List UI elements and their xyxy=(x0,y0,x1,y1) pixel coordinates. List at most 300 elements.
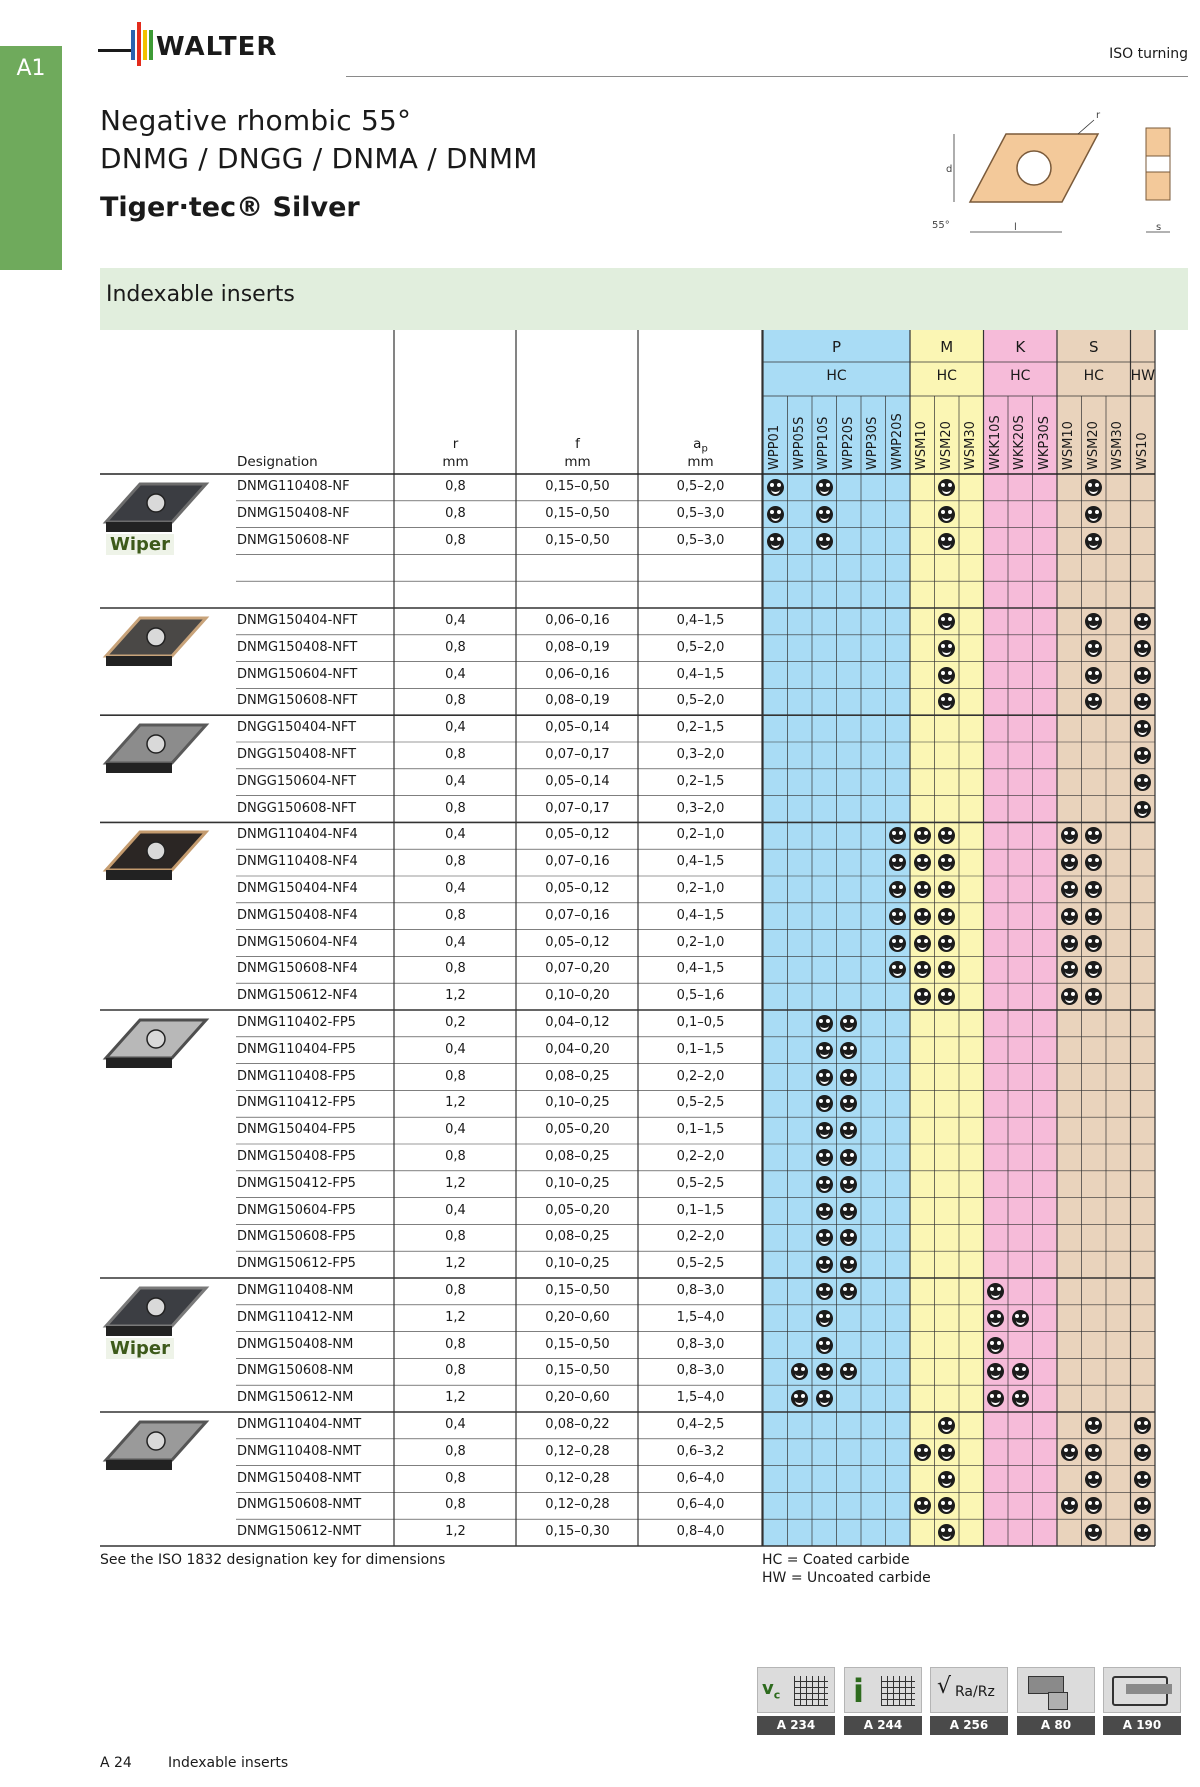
depth-cell: 0,1–0,5 xyxy=(676,1015,725,1030)
header-r: r xyxy=(452,436,459,452)
designation-cell: DNMG150612-NMT xyxy=(237,1524,362,1540)
depth-cell: 1,5–4,0 xyxy=(676,1309,725,1325)
recommendation-symbol xyxy=(1134,1417,1151,1434)
radius-cell: 0,8 xyxy=(445,1497,466,1513)
designation-cell: DNMG150412-FP5 xyxy=(237,1175,356,1191)
grade-name-text: WKK10S xyxy=(987,415,1003,470)
designation-cell: DNMG110412-FP5 xyxy=(237,1095,356,1111)
designation-cell: DNMG150612-NF4 xyxy=(237,988,358,1004)
insert-image xyxy=(100,826,212,896)
recommendation-symbol xyxy=(938,935,955,952)
page-title: Negative rhombic 55° xyxy=(100,104,412,137)
designation-cell: DNMG110404-NMT xyxy=(237,1417,362,1432)
depth-cell: 0,5–3,0 xyxy=(676,532,725,548)
recommendation-symbol xyxy=(840,1283,857,1300)
recommendation-symbol xyxy=(816,506,833,523)
recommendation-symbol xyxy=(840,1176,857,1193)
radius-cell: 0,4 xyxy=(445,1122,466,1138)
header-ap-symbol: a xyxy=(693,436,702,452)
feed-cell: 0,05–0,20 xyxy=(545,1122,610,1138)
depth-cell: 0,1–1,5 xyxy=(676,1041,725,1057)
grade-name xyxy=(1008,366,1032,470)
radius-cell: 0,4 xyxy=(445,666,466,682)
recommendation-symbol xyxy=(938,1471,955,1488)
sketch-label-r: r xyxy=(1096,110,1101,121)
recommendation-symbol xyxy=(938,667,955,684)
depth-cell: 0,2–1,0 xyxy=(676,881,725,896)
recommendation-symbol xyxy=(1061,881,1078,898)
feed-cell: 0,15–0,50 xyxy=(545,505,610,521)
walter-logo-text: WALTER xyxy=(156,32,278,62)
recommendation-symbol xyxy=(914,935,931,952)
grade-class-label: HC xyxy=(826,368,847,384)
depth-cell: 0,5–2,0 xyxy=(676,639,725,655)
recommendation-symbol xyxy=(938,1417,955,1434)
feed-cell: 0,15–0,50 xyxy=(545,479,610,494)
recommendation-symbol xyxy=(1085,881,1102,898)
grade-group-label: P xyxy=(831,338,842,356)
recommendation-symbol xyxy=(816,479,833,496)
radius-cell: 0,8 xyxy=(445,1149,466,1164)
radius-cell: 0,8 xyxy=(445,961,466,977)
recommendation-symbol xyxy=(1134,613,1151,630)
recommendation-symbol xyxy=(889,908,906,925)
designation-cell: DNMG110408-NM xyxy=(237,1283,354,1298)
recommendation-symbol xyxy=(767,533,784,550)
header-designation: Designation xyxy=(237,454,318,470)
feed-cell: 0,07–0,17 xyxy=(545,800,610,816)
depth-cell: 0,4–1,5 xyxy=(676,613,725,628)
grade-name-text: WS10 xyxy=(1134,432,1150,470)
designation-cell: DNMG150408-NFT xyxy=(237,639,358,655)
radius-cell: 0,8 xyxy=(445,479,466,494)
recommendation-symbol xyxy=(938,479,955,496)
recommendation-symbol xyxy=(938,881,955,898)
recommendation-symbol xyxy=(1061,1444,1078,1461)
grade-name-text: WKP30S xyxy=(1036,415,1052,470)
recommendation-symbol xyxy=(938,613,955,630)
grade-name xyxy=(910,366,934,470)
recommendation-symbol xyxy=(889,935,906,952)
grade-group-bg xyxy=(1131,330,1156,1546)
grade-name-text: WPP05S xyxy=(791,416,807,470)
insert-image xyxy=(100,719,212,789)
recommendation-symbol xyxy=(840,1203,857,1220)
reference-link[interactable] xyxy=(1017,1667,1095,1735)
header-r-unit: mm xyxy=(442,454,469,470)
feed-cell: 0,07–0,17 xyxy=(545,747,610,762)
depth-cell: 0,5–2,5 xyxy=(676,1175,725,1191)
product-line-title: Tiger·tec® Silver xyxy=(100,192,360,223)
feed-cell: 0,15–0,30 xyxy=(545,1524,610,1540)
recommendation-symbol xyxy=(1085,908,1102,925)
recommendation-symbol xyxy=(1061,854,1078,871)
feed-cell: 0,15–0,50 xyxy=(545,1283,610,1298)
depth-cell: 0,2–2,0 xyxy=(676,1149,725,1164)
grade-name xyxy=(935,366,959,470)
feed-cell: 0,05–0,20 xyxy=(545,1202,610,1218)
wiper-label: Wiper xyxy=(106,534,174,555)
feed-cell: 0,12–0,28 xyxy=(545,1470,610,1486)
grade-name-text: WPP10S xyxy=(816,416,831,470)
sketch-label-s: s xyxy=(1156,222,1162,233)
recommendation-symbol xyxy=(987,1337,1004,1354)
grade-name xyxy=(763,366,787,470)
radius-cell: 1,2 xyxy=(445,1175,466,1191)
grade-name xyxy=(1033,366,1057,470)
sketch-label-l: l xyxy=(1014,222,1017,233)
designation-cell: DNMG150604-NF4 xyxy=(237,934,358,950)
depth-cell: 0,8–3,0 xyxy=(676,1283,725,1298)
header-f: f xyxy=(575,436,580,452)
recommendation-symbol xyxy=(914,961,931,978)
feed-cell: 0,07–0,16 xyxy=(545,907,610,923)
designation-cell: DNMG150608-NF4 xyxy=(237,961,358,977)
recommendation-symbol xyxy=(938,908,955,925)
insert-image xyxy=(100,612,212,682)
recommendation-symbol xyxy=(938,640,955,657)
grade-name xyxy=(1082,366,1106,470)
feed-cell: 0,05–0,14 xyxy=(545,720,610,736)
depth-cell: 0,4–2,5 xyxy=(676,1417,725,1432)
feed-cell: 0,08–0,19 xyxy=(545,639,610,655)
legend-hc: HC = Coated carbide xyxy=(762,1552,910,1568)
feed-cell: 0,05–0,12 xyxy=(545,934,610,950)
feed-cell: 0,04–0,20 xyxy=(545,1041,610,1057)
radius-cell: 0,4 xyxy=(445,720,466,736)
feed-cell: 0,15–0,50 xyxy=(545,1336,610,1352)
recommendation-symbol xyxy=(914,881,931,898)
recommendation-symbol xyxy=(1061,961,1078,978)
depth-cell: 1,5–4,0 xyxy=(676,1390,725,1406)
reference-link[interactable] xyxy=(930,1667,1008,1735)
feed-cell: 0,20–0,60 xyxy=(545,1390,610,1406)
grade-name xyxy=(837,366,861,470)
recommendation-symbol xyxy=(987,1310,1004,1327)
depth-cell: 0,3–2,0 xyxy=(676,800,725,816)
radius-cell: 0,4 xyxy=(445,613,466,628)
recommendation-symbol xyxy=(914,1497,931,1514)
radius-cell: 0,4 xyxy=(445,881,466,896)
designation-cell: DNMG150408-NM xyxy=(237,1336,354,1352)
insert-image xyxy=(100,1014,212,1084)
chapter-tab-label: A1 xyxy=(16,56,46,81)
recommendation-symbol xyxy=(1134,667,1151,684)
designation-cell: DNGG150404-NFT xyxy=(237,720,357,736)
feed-cell: 0,05–0,12 xyxy=(545,827,610,843)
feed-cell: 0,08–0,25 xyxy=(545,1149,610,1164)
recommendation-symbol xyxy=(1061,1497,1078,1514)
grade-name-text: WSM10 xyxy=(914,421,929,470)
recommendation-symbol xyxy=(840,1149,857,1166)
surface-roughness-icon: Ra/Rz √ xyxy=(930,1667,1008,1713)
feed-cell: 0,08–0,22 xyxy=(545,1417,610,1432)
radius-cell: 0,8 xyxy=(445,747,466,762)
depth-cell: 0,4–1,5 xyxy=(676,854,725,870)
radius-cell: 0,8 xyxy=(445,800,466,816)
recommendation-symbol xyxy=(987,1283,1004,1300)
recommendation-symbol xyxy=(1085,935,1102,952)
recommendation-symbol xyxy=(840,1015,857,1032)
recommendation-symbol xyxy=(938,506,955,523)
recommendation-symbol xyxy=(1085,533,1102,550)
depth-cell: 0,4–1,5 xyxy=(676,961,725,977)
depth-cell: 0,8–3,0 xyxy=(676,1363,725,1379)
radius-cell: 0,8 xyxy=(445,639,466,655)
designation-cell: DNMG150408-NF4 xyxy=(237,907,358,923)
radius-cell: 0,4 xyxy=(445,827,466,843)
feed-cell: 0,08–0,19 xyxy=(545,693,610,709)
grade-name-text: WPP20S xyxy=(840,416,856,470)
footer-section: Indexable inserts xyxy=(168,1755,289,1771)
designation-cell: DNMG150608-NFT xyxy=(237,693,358,709)
recommendation-symbol xyxy=(816,1042,833,1059)
feed-cell: 0,10–0,25 xyxy=(545,1175,610,1191)
radius-cell: 0,8 xyxy=(445,1443,466,1459)
radius-cell: 0,8 xyxy=(445,1363,466,1379)
designation-cell: DNMG150404-NF4 xyxy=(237,881,358,896)
designation-cell: DNMG150608-NM xyxy=(237,1363,354,1379)
designation-cell: DNMG110404-NF4 xyxy=(237,827,358,843)
boring-bar-icon xyxy=(1103,1667,1181,1713)
ra-rz-text: Ra/Rz xyxy=(955,1684,995,1700)
grade-name xyxy=(959,366,983,470)
section-title: Indexable inserts xyxy=(106,282,295,307)
header-ap-unit: mm xyxy=(687,454,714,470)
depth-cell: 0,5–2,0 xyxy=(676,693,725,709)
recommendation-symbol xyxy=(914,1444,931,1461)
header-f-unit: mm xyxy=(564,454,591,470)
recommendation-symbol xyxy=(767,506,784,523)
recommendation-symbol xyxy=(816,1256,833,1273)
grade-name xyxy=(886,366,910,470)
designation-cell: DNMG150408-FP5 xyxy=(237,1149,356,1164)
designation-cell: DNMG110404-FP5 xyxy=(237,1041,356,1057)
reference-page-label: A 244 xyxy=(844,1716,922,1735)
depth-cell: 0,8–3,0 xyxy=(676,1336,725,1352)
radius-cell: 0,8 xyxy=(445,1470,466,1486)
recommendation-symbol xyxy=(1134,801,1151,818)
designation-cell: DNMG110412-NM xyxy=(237,1309,354,1325)
depth-cell: 0,2–2,0 xyxy=(676,1068,725,1084)
depth-cell: 0,5–3,0 xyxy=(676,505,725,521)
feed-cell: 0,07–0,20 xyxy=(545,961,610,977)
radius-cell: 0,8 xyxy=(445,505,466,521)
designation-cell: DNMG110402-FP5 xyxy=(237,1015,356,1030)
designation-cell: DNMG150604-FP5 xyxy=(237,1202,356,1218)
recommendation-symbol xyxy=(1134,1471,1151,1488)
recommendation-symbol xyxy=(767,479,784,496)
radius-cell: 0,4 xyxy=(445,1202,466,1218)
page-title-codes: DNMG / DNGG / DNMA / DNMM xyxy=(100,142,538,175)
depth-cell: 0,4–1,5 xyxy=(676,666,725,682)
recommendation-symbol xyxy=(816,1095,833,1112)
reference-link[interactable] xyxy=(1103,1667,1181,1735)
grade-name xyxy=(1106,366,1130,470)
depth-cell: 0,5–2,0 xyxy=(676,479,725,494)
radius-cell: 0,8 xyxy=(445,1229,466,1245)
recommendation-symbol xyxy=(1012,1363,1029,1380)
feed-cell: 0,10–0,25 xyxy=(545,1256,610,1272)
reference-link[interactable] xyxy=(844,1667,922,1735)
recommendation-symbol xyxy=(1134,640,1151,657)
designation-cell: DNMG150604-NFT xyxy=(237,666,358,682)
feed-cell: 0,06–0,16 xyxy=(545,613,610,628)
grade-name-text: WMP20S xyxy=(889,413,905,470)
radius-cell: 0,8 xyxy=(445,693,466,709)
grade-class-label: HC xyxy=(1083,368,1104,384)
designation-cell: DNMG110408-NMT xyxy=(237,1443,362,1459)
radius-cell: 1,2 xyxy=(445,1524,466,1540)
recommendation-symbol xyxy=(1061,908,1078,925)
depth-cell: 0,6–4,0 xyxy=(676,1497,725,1513)
feed-cell: 0,12–0,28 xyxy=(545,1443,610,1459)
insert-image xyxy=(100,1416,212,1486)
recommendation-symbol xyxy=(816,1229,833,1246)
recommendation-symbol xyxy=(1134,747,1151,764)
grade-class-label: HC xyxy=(1010,368,1031,384)
grade-name-text: WSM30 xyxy=(963,421,978,470)
recommendation-symbol xyxy=(1012,1310,1029,1327)
radius-cell: 1,2 xyxy=(445,1390,466,1406)
recommendation-symbol xyxy=(1061,827,1078,844)
depth-cell: 0,1–1,5 xyxy=(676,1122,725,1138)
designation-cell: DNMG150408-NF xyxy=(237,505,350,521)
recommendation-symbol xyxy=(816,533,833,550)
designation-cell: DNMG110408-NF4 xyxy=(237,854,358,870)
grade-name xyxy=(861,366,885,470)
radius-cell: 0,2 xyxy=(445,1015,466,1030)
recommendation-symbol xyxy=(816,1310,833,1327)
recommendation-symbol xyxy=(938,533,955,550)
grade-name-text: WPP01 xyxy=(767,424,782,470)
radius-cell: 1,2 xyxy=(445,1256,466,1272)
grade-class-label: HC xyxy=(936,368,957,384)
feed-cell: 0,06–0,16 xyxy=(545,666,610,682)
feed-cell: 0,07–0,16 xyxy=(545,854,610,870)
feed-cell: 0,05–0,12 xyxy=(545,881,610,896)
recommendation-symbol xyxy=(1085,667,1102,684)
grade-class-label: HW xyxy=(1130,368,1155,384)
radius-cell: 1,2 xyxy=(445,988,466,1004)
grade-name-text: WSM20 xyxy=(1085,421,1101,470)
external-toolholder-icon xyxy=(1017,1667,1095,1713)
header-ap-sub: p xyxy=(701,443,708,455)
recommendation-symbol xyxy=(840,1069,857,1086)
reference-page-label: A 234 xyxy=(757,1716,835,1735)
page-number: A 24 xyxy=(100,1755,132,1771)
grade-name-text: WKK20S xyxy=(1012,415,1027,470)
designation-cell: DNMG150608-NF xyxy=(237,532,350,548)
radius-cell: 0,4 xyxy=(445,934,466,950)
designation-cell: DNMG150608-FP5 xyxy=(237,1229,356,1245)
grade-name-text: WSM10 xyxy=(1061,421,1076,470)
reference-page-label: A 190 xyxy=(1103,1716,1181,1735)
grade-name xyxy=(984,366,1008,470)
depth-cell: 0,5–1,6 xyxy=(676,988,725,1004)
recommendation-symbol xyxy=(816,1176,833,1193)
grade-group-label: S xyxy=(1088,338,1099,356)
radius-cell: 1,2 xyxy=(445,1309,466,1325)
reference-link[interactable] xyxy=(757,1667,835,1735)
radius-cell: 0,8 xyxy=(445,854,466,870)
designation-cell: DNMG150404-FP5 xyxy=(237,1122,356,1138)
grade-name xyxy=(1131,366,1155,470)
topic-label: ISO turning xyxy=(1109,46,1188,62)
recommendation-symbol xyxy=(1085,613,1102,630)
feed-cell: 0,15–0,50 xyxy=(545,532,610,548)
recommendation-symbol xyxy=(914,908,931,925)
wiper-label: Wiper xyxy=(106,1338,174,1359)
radius-cell: 0,8 xyxy=(445,907,466,923)
feed-cell: 0,20–0,60 xyxy=(545,1309,610,1325)
recommendation-symbol xyxy=(816,1337,833,1354)
depth-cell: 0,5–2,5 xyxy=(676,1095,725,1111)
designation-cell: DNMG150612-NM xyxy=(237,1390,354,1406)
depth-cell: 0,3–2,0 xyxy=(676,747,725,762)
designation-cell: DNGG150408-NFT xyxy=(237,747,357,762)
radius-cell: 0,8 xyxy=(445,1283,466,1298)
depth-cell: 0,2–2,0 xyxy=(676,1229,725,1245)
recommendation-symbol xyxy=(914,827,931,844)
feed-cell: 0,10–0,20 xyxy=(545,988,610,1004)
sketch-label-angle: 55° xyxy=(932,220,950,231)
depth-cell: 0,8–4,0 xyxy=(676,1524,725,1540)
recommendation-symbol xyxy=(914,988,931,1005)
recommendation-symbol xyxy=(816,1122,833,1139)
info-icon: i xyxy=(844,1667,922,1713)
recommendation-symbol xyxy=(816,1363,833,1380)
sketch-label-d: d xyxy=(946,164,953,175)
feed-cell: 0,15–0,50 xyxy=(545,1363,610,1379)
radius-cell: 0,8 xyxy=(445,1068,466,1084)
depth-cell: 0,2–1,0 xyxy=(676,934,725,950)
grade-name-text: WPP30S xyxy=(865,416,880,470)
depth-cell: 0,5–2,5 xyxy=(676,1256,725,1272)
reference-page-label: A 256 xyxy=(930,1716,1008,1735)
designation-cell: DNGG150608-NFT xyxy=(237,800,357,816)
depth-cell: 0,2–1,5 xyxy=(676,773,725,789)
recommendation-symbol xyxy=(938,1444,955,1461)
footnote: See the ISO 1832 designation key for dimensions xyxy=(100,1552,446,1568)
grade-group-label: M xyxy=(940,338,954,356)
recommendation-symbol xyxy=(1085,506,1102,523)
recommendation-symbol xyxy=(889,881,906,898)
recommendation-symbol xyxy=(1085,640,1102,657)
legend-hw: HW = Uncoated carbide xyxy=(762,1570,931,1586)
designation-cell: DNMG110408-NF xyxy=(237,479,350,494)
recommendation-symbol xyxy=(840,1042,857,1059)
feed-cell: 0,12–0,28 xyxy=(545,1497,610,1513)
feed-cell: 0,04–0,12 xyxy=(545,1015,610,1030)
recommendation-symbol xyxy=(1085,479,1102,496)
depth-cell: 0,4–1,5 xyxy=(676,907,725,923)
grade-name-text: WSM30 xyxy=(1110,421,1125,470)
feed-cell: 0,05–0,14 xyxy=(545,773,610,789)
grade-group-label: K xyxy=(1015,338,1026,356)
designation-cell: DNMG110408-FP5 xyxy=(237,1068,356,1084)
recommendation-symbol xyxy=(914,854,931,871)
designation-cell: DNGG150604-NFT xyxy=(237,773,357,789)
recommendation-symbol xyxy=(1061,935,1078,952)
recommendation-symbol xyxy=(1061,988,1078,1005)
recommendation-symbol xyxy=(1085,1444,1102,1461)
recommendation-symbol xyxy=(1012,1390,1029,1407)
recommendation-symbol xyxy=(1085,1417,1102,1434)
depth-cell: 0,1–1,5 xyxy=(676,1202,725,1218)
designation-cell: DNMG150608-NMT xyxy=(237,1497,362,1513)
grade-name xyxy=(812,366,836,470)
